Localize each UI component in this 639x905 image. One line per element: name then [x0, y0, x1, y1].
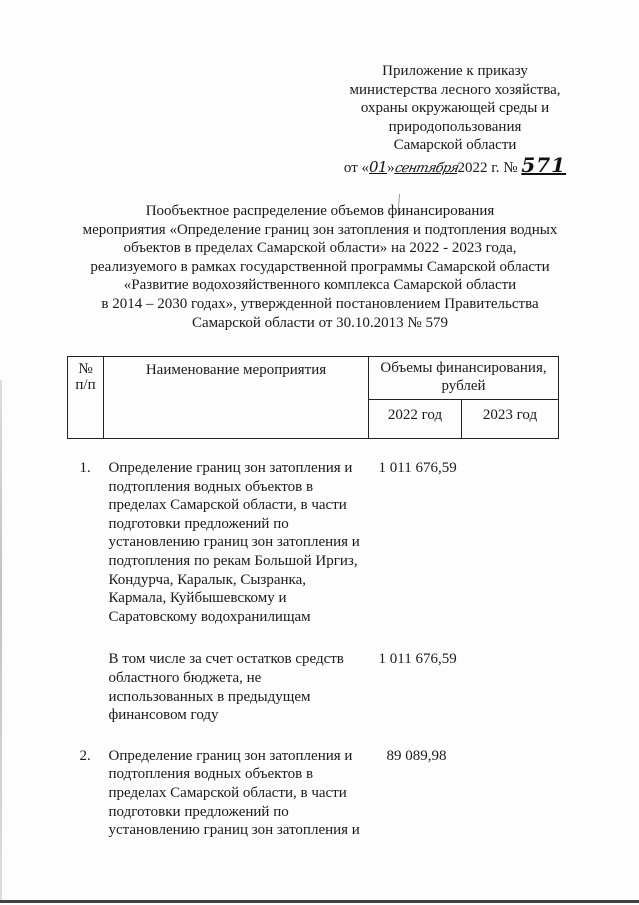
row-value-2023	[462, 747, 559, 840]
financing-table	[67, 356, 559, 840]
table-row	[68, 747, 559, 840]
title-line: Самарской области от 30.10.2013 № 579	[192, 314, 448, 331]
handwritten-day: 01	[369, 157, 388, 176]
scan-edge-bottom	[0, 900, 639, 903]
row-value-2023	[462, 459, 559, 626]
row-value-2022: 1 011 676,59	[378, 460, 457, 476]
row-value-2023	[462, 650, 559, 724]
header-year-2022: 2022 год	[369, 400, 462, 439]
header-number-line: п/п	[75, 377, 96, 393]
header-number-line: №	[78, 361, 93, 377]
scan-edge-left	[0, 380, 2, 900]
table-row	[68, 459, 559, 626]
header-activity-name: Наименование мероприятия	[104, 357, 369, 439]
approval-block	[330, 62, 580, 178]
order-date-line	[330, 152, 580, 179]
title-line: «Развитие водохозяйственного комплекса Самарской области	[123, 277, 517, 294]
row-number	[68, 650, 104, 724]
title-line: мероприятия «Определение границ зон затопления и подтопления водных	[82, 221, 558, 238]
document-title	[60, 202, 580, 332]
table-spacer	[68, 626, 559, 650]
approval-line: министерства лесного хозяйства,	[349, 81, 561, 98]
approval-line: охраны окружающей среды и	[360, 100, 550, 116]
table-spacer	[68, 439, 559, 460]
approval-line: природопользования	[388, 118, 522, 135]
approval-line: Самарской области	[393, 137, 517, 153]
row-activity-name: В том числе за счет остатков средств областного бюджета, не использованных в предыдущем финансовом году	[108, 651, 344, 724]
title-line: реализуемого в рамках государственной программы Самарской области	[90, 258, 550, 275]
header-year-2023: 2023 год	[462, 400, 559, 439]
title-line: в 2014 – 2030 годах», утвержденной постановлением Правительства	[101, 295, 539, 312]
header-financing-volumes: Объемы финансирования, рублей	[369, 357, 559, 400]
table-row	[68, 650, 559, 724]
header-number	[68, 357, 104, 439]
title-line: Пообъектное распределение объемов финансирования	[145, 203, 495, 219]
handwritten-month: сентября	[393, 160, 460, 176]
date-prefix: от «	[343, 159, 370, 176]
row-activity-name: Определение границ зон затопления и подтопления водных объектов в пределах Самарской области, в части подготовки предложений по установлению границ зон затопления и	[108, 747, 360, 839]
row-activity-name: Определение границ зон затопления и подтопления водных объектов в пределах Самарской области, в части подготовки предложений по установлению границ зон затопления и подтопления по рекам Большой Иргиз, Кондурча, Каралык, Сызранка, Кармала, Куйбышевскому и Саратовскому водохранилищам	[108, 460, 360, 625]
date-year: 2022 г. №	[457, 159, 518, 176]
title-line: объектов в пределах Самарской области» на 2022 - 2023 года,	[123, 240, 517, 257]
approval-line: Приложение к приказу	[382, 63, 528, 79]
table-spacer	[68, 725, 559, 747]
table-header-row	[68, 357, 559, 400]
row-value-2022: 89 089,98	[386, 747, 447, 764]
row-value-2022: 1 011 676,59	[378, 651, 457, 668]
date-mid: »	[387, 159, 395, 176]
row-number: 1.	[79, 460, 91, 476]
handwritten-order-number: 571	[521, 152, 567, 177]
row-number: 2.	[79, 747, 91, 764]
